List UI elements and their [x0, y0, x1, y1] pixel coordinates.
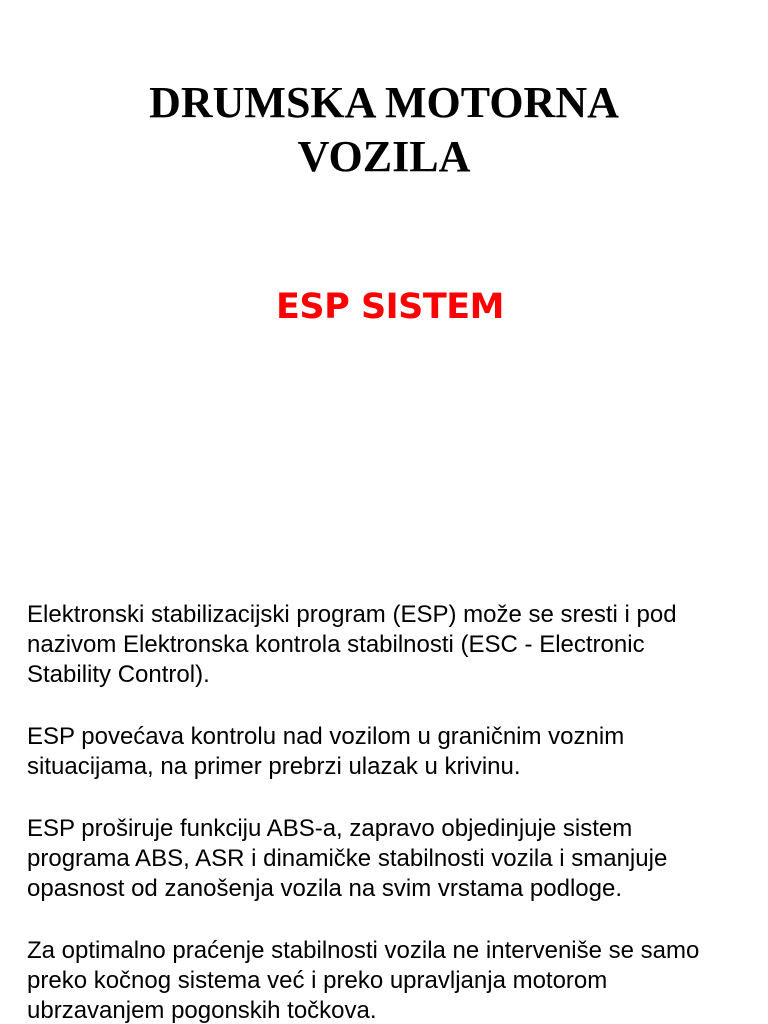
body-text [27, 600, 757, 1024]
paragraph-esp-definition [27, 600, 757, 690]
text-line: Elektronski stabilizacijski program (ESP) može se sresti i pod [27, 601, 677, 628]
text-line: opasnost od zanošenja vozila na svim vrstama podloge. [27, 875, 623, 902]
title-line: VOZILA [297, 132, 471, 181]
paragraph-esp-control [27, 722, 757, 782]
text-line: situacijama, na primer prebrzi ulazak u krivinu. [27, 753, 521, 780]
paragraph-esp-stability [27, 936, 757, 1024]
title-line: DRUMSKA MOTORNA [149, 78, 619, 127]
text-line: preko kočnog sistema već i preko upravljanja motorom [27, 967, 608, 994]
text-line: ESP povećava kontrolu nad vozilom u graničnim voznim [27, 723, 625, 750]
text-line: ESP proširuje funkciju ABS-a, zapravo objedinjuje sistem [27, 815, 633, 842]
text-line: Stability Control). [27, 661, 210, 688]
section-subtitle: ESP SISTEM [275, 287, 504, 327]
paragraph-esp-abs [27, 814, 757, 904]
text-line: nazivom Elektronska kontrola stabilnosti (ESC - Electronic [27, 631, 645, 658]
text-line: Za optimalno praćenje stabilnosti vozila ne interveniše se samo [27, 937, 700, 964]
page-title [0, 76, 768, 184]
text-line: programa ABS, ASR i dinamičke stabilnosti vozila i smanjuje [27, 845, 668, 872]
text-line: ubrzavanjem pogonskih točkova. [27, 997, 377, 1024]
